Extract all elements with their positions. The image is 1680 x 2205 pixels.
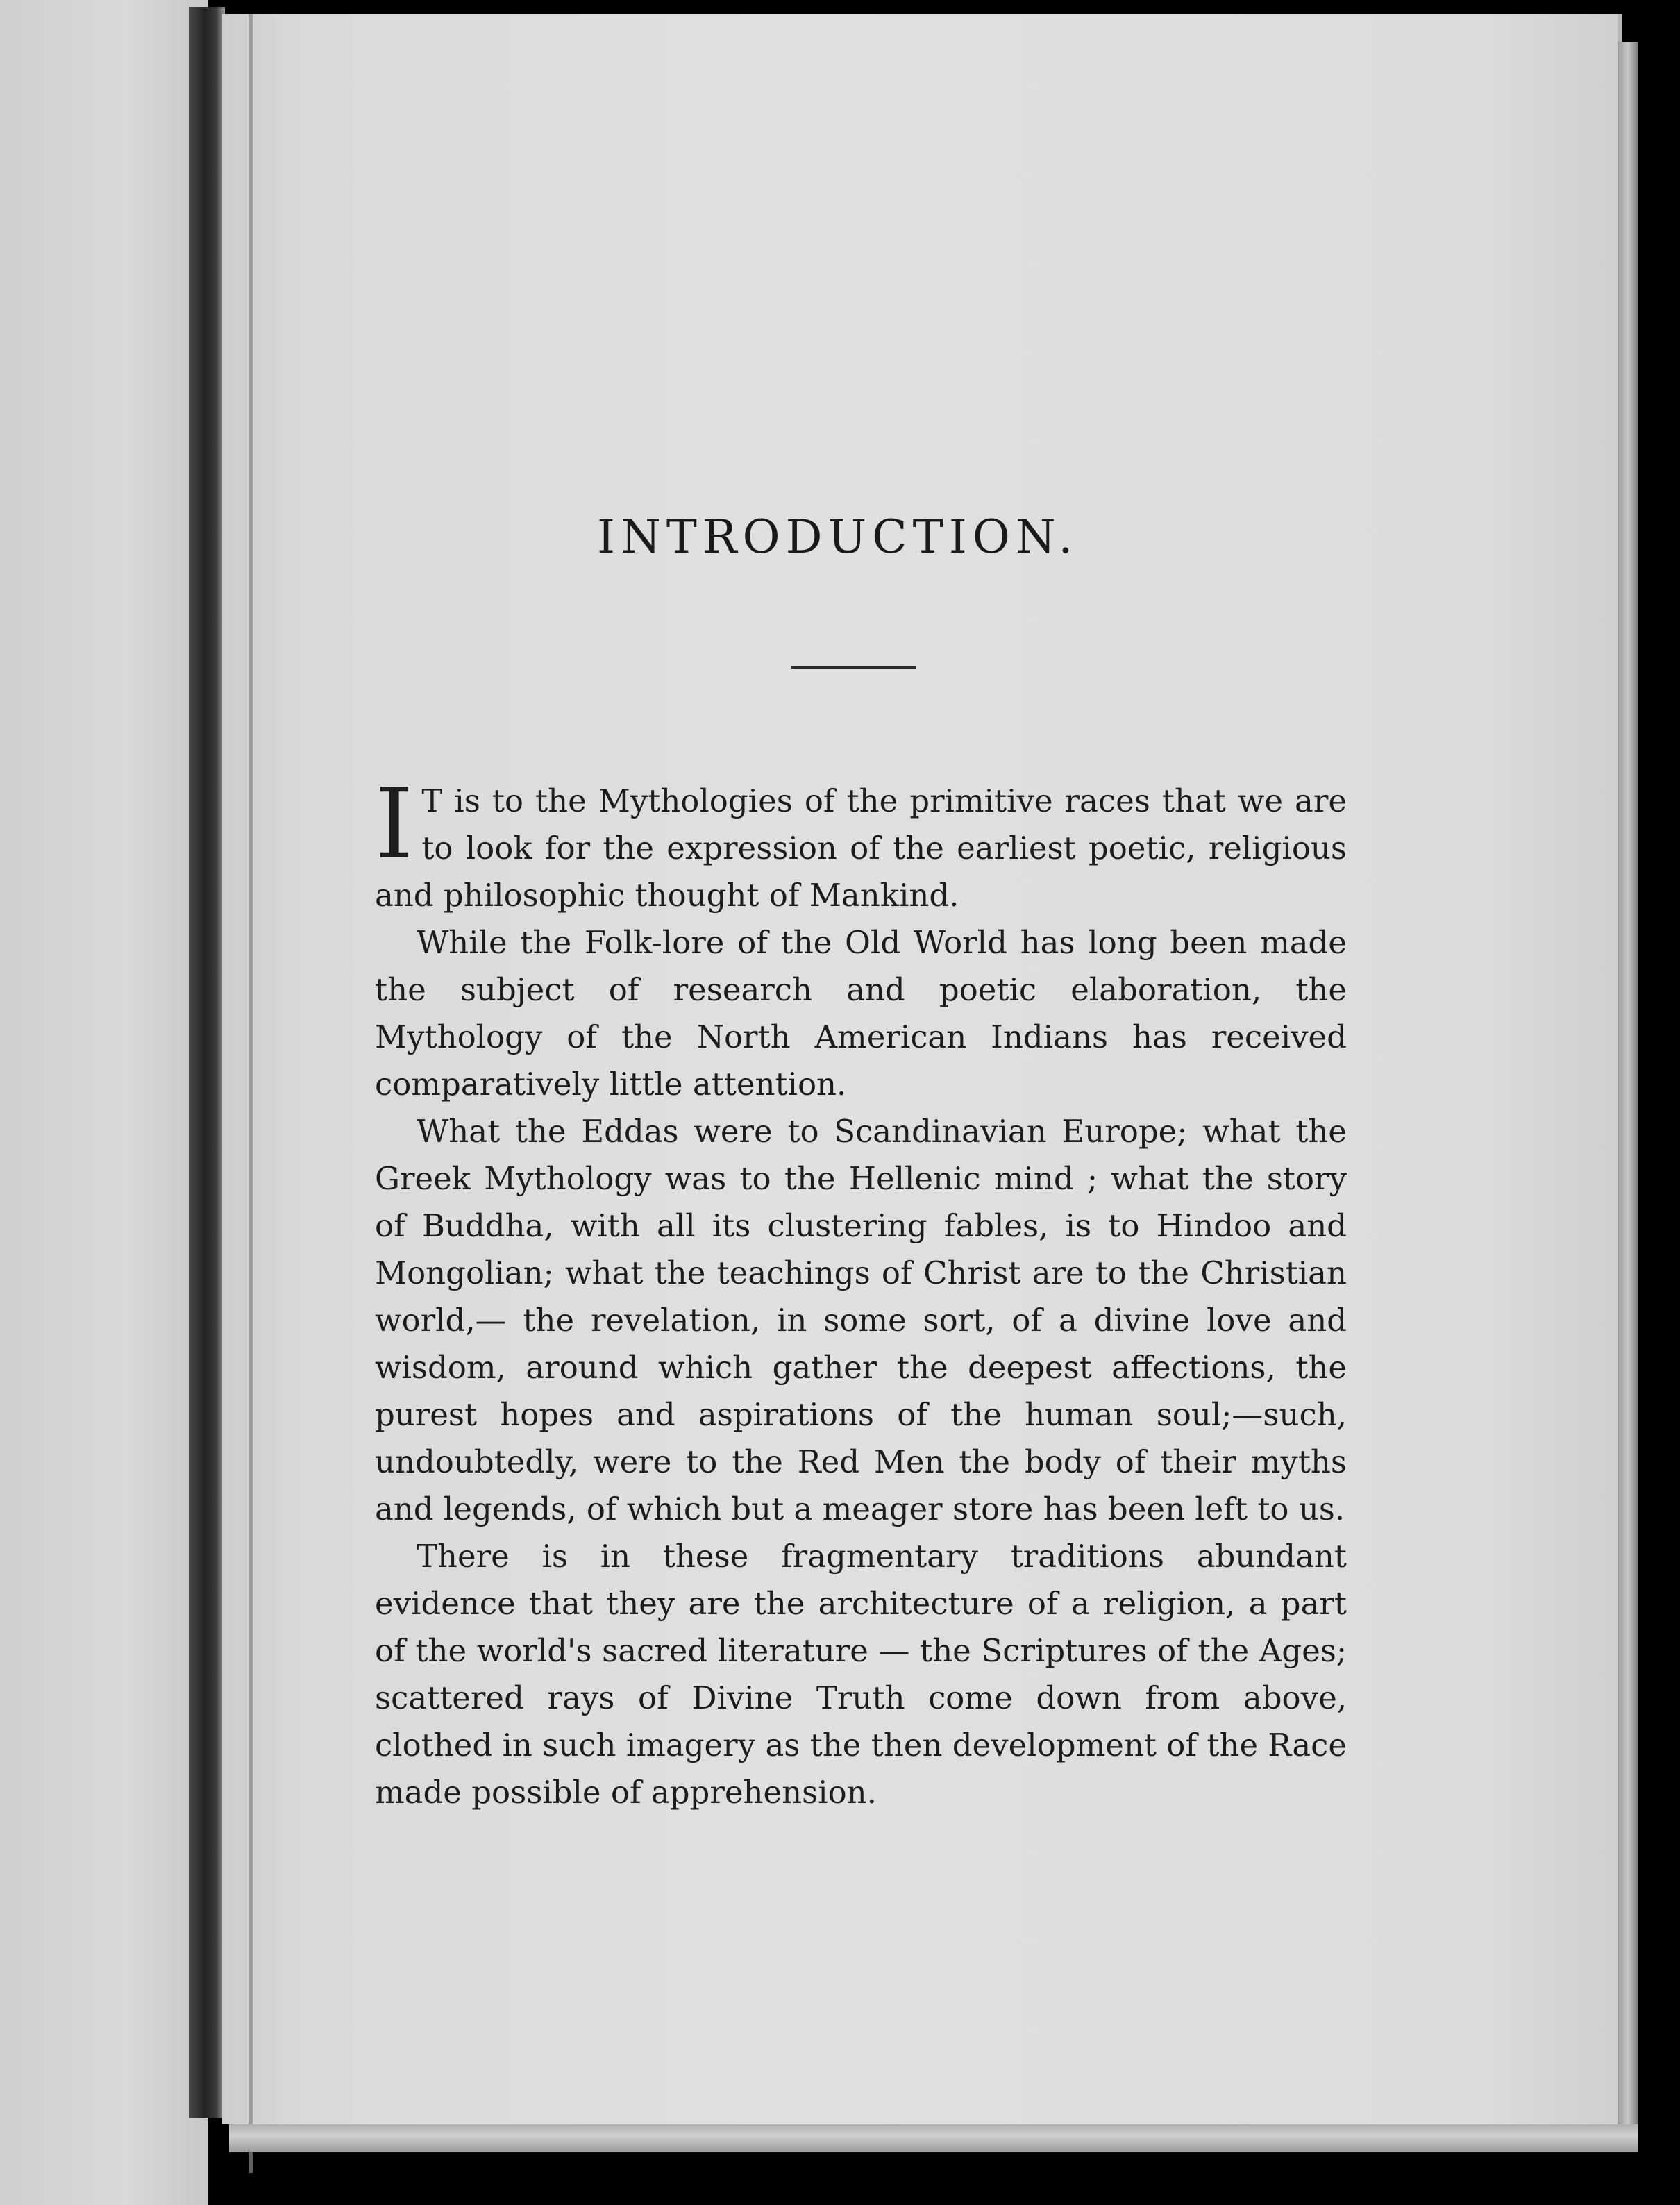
paragraph-3: What the Eddas were to Scandinavian Europe; what the Greek Mythology was to the Hellenic mind ; what the story of Buddha, with all its clustering fables, is to Hindoo and Mongolian; what the teachings of Christ are to the Christian world,— the revelation, in some sort, of a divine love and wisdom, around which gather the deepest affections, the purest hopes and aspirations of the human soul;—such, undoubtedly, were to the Red Men the body of their myths and legends, of which but a meager store has been left to us. [375,1113,1347,1527]
body-text [375,768,1347,1816]
page-edge [1618,42,1638,2124]
left-page [0,0,208,2205]
paragraph-2: While the Folk-lore of the Old World has long been made the subject of research and poetic elaboration, the Mythology of the North American Indians has received comparatively little attention. [375,924,1347,1102]
paragraph-4: There is in these fragmentary traditions abundant evidence that they are the architecture of a religion, a part of the world's sacred literature — the Scriptures of the Ages; scattered rays of Divine Truth come down from above, clothed in such imagery as the then development of the Race made possible of apprehension. [375,1538,1347,1811]
gutter-shadow [189,7,225,2118]
bottom-edge [229,2124,1638,2152]
chapter-title: INTRODUCTION. [597,510,1079,564]
title-rule [791,666,916,669]
spine-line [249,14,253,2173]
paragraph-1 [375,768,1347,919]
drop-cap: I [375,768,414,881]
paragraph-1-text: T is to the Mythologies of the primitive races that we are to look for the expression of the earliest poetic, religious and philosophic thought of Mankind. [375,782,1347,914]
